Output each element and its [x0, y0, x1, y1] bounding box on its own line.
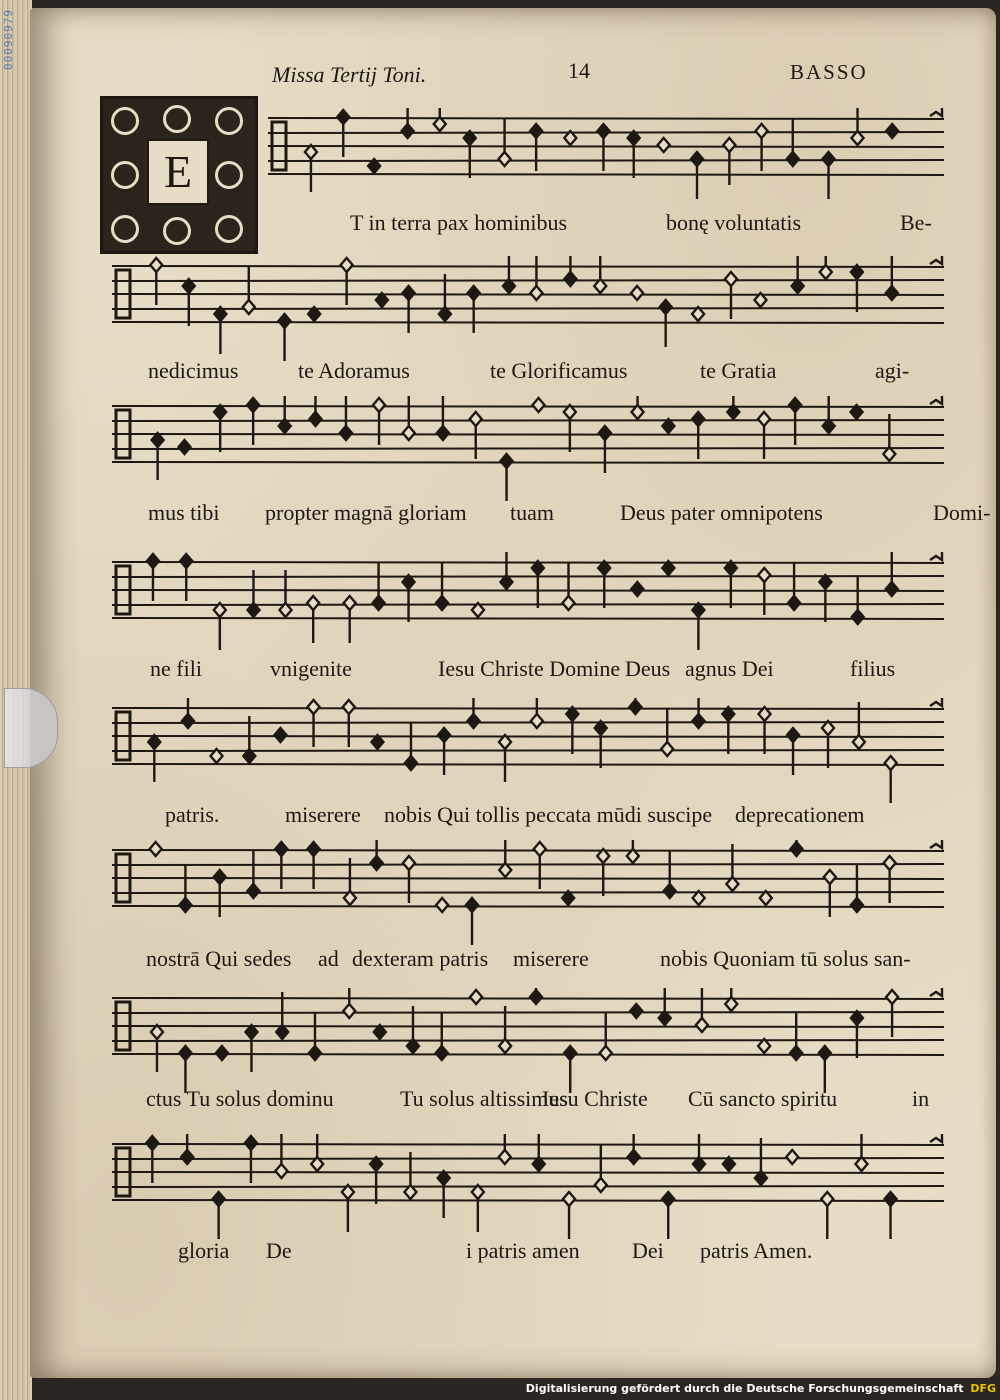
note [183, 279, 195, 326]
note [499, 735, 511, 782]
note [851, 1011, 863, 1058]
staff-system [0, 698, 1000, 808]
note [436, 898, 448, 912]
lyric-text: nobis Qui tollis peccata mūdi suscipe [384, 802, 713, 827]
note [150, 842, 162, 856]
lyric-text: T in terra pax hominibus [350, 210, 568, 235]
lyric-text: ad [318, 946, 339, 971]
staff-line [112, 618, 944, 619]
lyric-text: te Gratia [700, 358, 777, 383]
note [566, 707, 578, 754]
note [824, 870, 836, 917]
lyric-text: ne fili [150, 656, 202, 681]
lyric-text: filius [850, 656, 896, 681]
staff-line [112, 1158, 944, 1159]
staff [0, 552, 1000, 662]
staff-line [112, 906, 944, 907]
staff-system [0, 552, 1000, 662]
staff-line [112, 266, 944, 267]
note [151, 1025, 163, 1072]
note [472, 1185, 484, 1232]
note [631, 286, 643, 300]
note [851, 265, 863, 312]
note [181, 1134, 193, 1164]
staff-system [0, 840, 1000, 950]
note [179, 440, 191, 454]
staff-line [112, 864, 944, 865]
note [214, 405, 226, 452]
lyric-text: bonę voluntatis [666, 210, 802, 235]
lyric-text: Tu solus altissimus [400, 1086, 568, 1111]
note [499, 840, 511, 877]
note [787, 119, 799, 166]
note [245, 1025, 257, 1072]
lyric-text: nobis Quoniam tū solus san- [660, 946, 911, 971]
lyric-text: patris Amen. [700, 1238, 813, 1263]
note [786, 1150, 798, 1164]
note [599, 426, 611, 473]
note [530, 256, 542, 300]
note [344, 596, 356, 643]
staff-system [0, 1134, 1000, 1244]
note [311, 1134, 323, 1171]
note [533, 398, 545, 412]
note [274, 728, 286, 742]
note [594, 256, 606, 293]
page-number: 14 [568, 58, 590, 83]
lyric-text: nedicimus [148, 358, 239, 383]
note [213, 1192, 225, 1239]
staff-line [112, 764, 944, 765]
lyric-text: te Adoramus [298, 358, 410, 383]
note [340, 396, 352, 440]
staff-line [112, 406, 944, 407]
custos [930, 108, 942, 116]
note [725, 561, 737, 608]
note [696, 988, 708, 1032]
note [693, 1134, 705, 1171]
note [499, 1134, 511, 1164]
staff-line [112, 280, 944, 281]
note [436, 563, 448, 610]
lyric-text: Cū sancto spiritu [688, 1086, 838, 1111]
note [179, 865, 191, 912]
staff-line [268, 160, 944, 161]
note [631, 582, 643, 596]
lyric-text: ctus Tu solus dominu [146, 1086, 334, 1111]
staff-line [112, 590, 944, 591]
credit-text: Digitalisierung gefördert durch die Deutsche Forschungsgemeinschaft [525, 1382, 964, 1395]
staff-line [112, 576, 944, 577]
note [792, 256, 804, 293]
staff-line [112, 1040, 944, 1041]
note [886, 256, 898, 300]
staff [0, 256, 1000, 366]
note [886, 990, 898, 1037]
lyric-text: deprecationem [735, 802, 865, 827]
note [823, 396, 835, 433]
note [275, 1134, 287, 1178]
staff-system [0, 988, 1000, 1098]
staff-line [112, 708, 944, 709]
note [819, 575, 831, 622]
staff-line [112, 1144, 944, 1145]
lyric-text: mus tibi [148, 500, 220, 525]
note [886, 124, 898, 138]
note [279, 314, 291, 361]
note [630, 1004, 642, 1018]
staff-line [112, 448, 944, 449]
lyric-text: miserere [513, 946, 589, 971]
staff-system [0, 108, 1000, 218]
running-header [0, 58, 1000, 98]
lyric-text: nostrā Qui sedes [146, 946, 292, 971]
note [464, 131, 476, 178]
note [822, 721, 834, 768]
lyric-line [0, 946, 1000, 980]
staff [0, 840, 1000, 950]
note [307, 596, 319, 643]
staff-line [112, 878, 944, 879]
lyric-line [0, 210, 1000, 244]
note [243, 267, 255, 314]
staff [0, 988, 1000, 1098]
note [470, 990, 482, 1004]
staff-line [112, 750, 944, 751]
note [532, 561, 544, 608]
note [436, 1013, 448, 1060]
note [628, 1134, 640, 1164]
note [692, 603, 704, 650]
staff-line [112, 420, 944, 421]
staff-line [112, 722, 944, 723]
staff-line [268, 146, 944, 147]
note [437, 396, 449, 440]
note [597, 849, 609, 896]
note [886, 552, 898, 596]
note [403, 575, 415, 622]
custos [930, 396, 942, 404]
mass-title: Missa Tertij Toni. [272, 62, 427, 87]
note [788, 563, 800, 610]
custos [930, 988, 942, 996]
lyric-text: De [266, 1238, 292, 1263]
note [434, 108, 446, 131]
custos [930, 552, 942, 560]
lyric-text: Be- [900, 210, 932, 235]
note [564, 256, 576, 286]
note [503, 256, 515, 293]
note [852, 577, 864, 624]
note [501, 454, 513, 501]
lyric-text: te Glorificamus [490, 358, 628, 383]
staff-line [112, 1172, 944, 1173]
note [370, 1157, 382, 1204]
staff-line [112, 998, 944, 999]
lyric-text: tuam [510, 500, 554, 525]
lyric-text: agi- [875, 358, 910, 383]
staff [0, 1134, 1000, 1244]
staff-line [112, 294, 944, 295]
staff-line [112, 562, 944, 563]
note [885, 756, 897, 803]
note [468, 698, 480, 728]
note [562, 563, 574, 610]
staff-line [268, 118, 944, 119]
staff-line [112, 308, 944, 309]
note [309, 1013, 321, 1060]
lyric-text: agnus Dei [685, 656, 774, 681]
lyric-text: patris. [165, 802, 220, 827]
staff-system [0, 256, 1000, 366]
initial-letter: E [163, 146, 193, 197]
note [722, 707, 734, 754]
note [438, 1171, 450, 1218]
lyric-text: gloria [178, 1238, 230, 1263]
note [662, 1192, 674, 1239]
note [851, 865, 863, 912]
dfg-logo: DFG [970, 1382, 996, 1395]
staff [0, 698, 1000, 808]
staff-line [112, 1012, 944, 1013]
staff-line [112, 1026, 944, 1027]
note [664, 851, 676, 898]
note [661, 709, 673, 756]
custos [930, 698, 942, 706]
note [563, 1192, 575, 1239]
lyric-text: vnigenite [270, 656, 352, 681]
note [402, 108, 414, 138]
note [279, 396, 291, 433]
note [305, 145, 317, 192]
lyric-text: i patris amen [466, 1238, 580, 1263]
staff-line [112, 462, 944, 463]
lyric-text: Iesu Christe [542, 1086, 648, 1111]
note [309, 396, 321, 426]
note [499, 119, 511, 166]
note [787, 728, 799, 775]
note [373, 563, 385, 610]
note [214, 307, 226, 354]
note [629, 698, 641, 714]
staff-line [112, 736, 944, 737]
note [534, 842, 546, 889]
lyric-text: dexteram patris [352, 946, 489, 971]
lyric-line [0, 358, 1000, 392]
staff-line [112, 322, 944, 323]
staff-line [112, 604, 944, 605]
lyric-line [0, 1086, 1000, 1120]
note [530, 124, 542, 171]
note [628, 131, 640, 178]
note [759, 707, 771, 754]
note [885, 1192, 897, 1239]
note [533, 1134, 545, 1171]
custos [930, 840, 942, 848]
note [852, 108, 864, 145]
note [470, 412, 482, 459]
note [152, 433, 164, 480]
note [600, 1013, 612, 1060]
staff-line [112, 892, 944, 893]
note [855, 1134, 867, 1171]
note [530, 988, 542, 1004]
lyric-text: Dei [632, 1238, 664, 1263]
note [371, 840, 383, 870]
note [790, 1013, 802, 1060]
staff-line [112, 1200, 944, 1201]
lyric-text: propter magnā gloriam [265, 500, 467, 525]
note [214, 603, 226, 650]
note [595, 1145, 607, 1192]
note [247, 851, 259, 898]
note [595, 721, 607, 768]
note [403, 396, 415, 440]
note [343, 988, 355, 1018]
catalog-id: 00090979 [2, 9, 15, 70]
note [342, 1185, 354, 1232]
note [466, 898, 478, 945]
note [405, 723, 417, 770]
note [659, 988, 671, 1025]
lyric-text: in [912, 1086, 930, 1111]
note [821, 1192, 833, 1239]
lyric-text: Deus [625, 656, 671, 681]
lyric-line [0, 802, 1000, 836]
note [148, 735, 160, 782]
note [789, 398, 801, 445]
note [693, 698, 705, 728]
lyric-line [0, 500, 1000, 534]
voice-part: BASSO [790, 60, 868, 84]
staff-line [112, 434, 944, 435]
custos [930, 256, 942, 264]
lyric-text: Domi- [933, 500, 991, 525]
digitization-credit [526, 1382, 996, 1395]
note [658, 138, 670, 152]
staff [0, 108, 1000, 218]
staff-system [0, 396, 1000, 506]
lyric-text: miserere [285, 802, 361, 827]
note [723, 138, 735, 185]
staff-line [268, 174, 944, 175]
note [598, 561, 610, 608]
custos [930, 1134, 942, 1142]
note [403, 856, 415, 903]
note [182, 698, 194, 728]
staff [0, 396, 1000, 506]
lyric-text: Iesu Christe Domine [438, 656, 621, 681]
staff-line [112, 850, 944, 851]
lyric-line [0, 656, 1000, 690]
note [500, 552, 512, 589]
note [531, 698, 543, 728]
note [790, 840, 802, 856]
staff-line [112, 1186, 944, 1187]
note [564, 405, 576, 452]
lyric-line [0, 1238, 1000, 1272]
note [216, 1046, 228, 1060]
lyric-text: Deus pater omnipotens [620, 500, 823, 525]
